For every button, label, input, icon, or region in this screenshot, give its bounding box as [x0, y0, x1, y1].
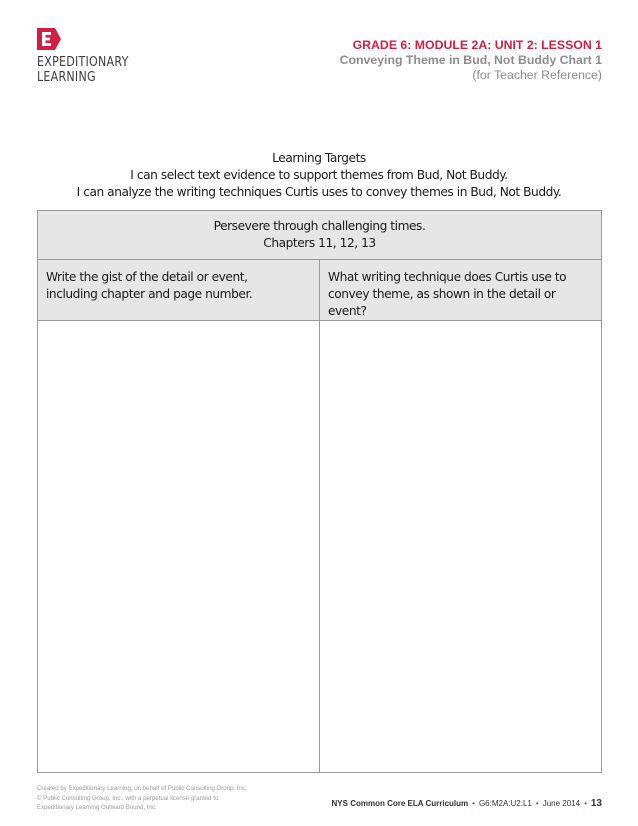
logo-line2: LEARNING [37, 69, 96, 85]
learning-targets-heading: Learning Targets [272, 151, 366, 165]
chapters-label: Chapters 11, 12, 13 [263, 236, 376, 250]
copyright-notice [37, 784, 277, 813]
logo-wordmark [37, 55, 135, 85]
copyright-line1: Created by Expeditionary Learning, on behalf of Public Consulting Group, Inc. [37, 785, 247, 792]
learning-target-1: I can select text evidence to support themes from Bud, Not Buddy. [130, 168, 508, 182]
column-header-gist-line1: Write the gist of the detail or event, [46, 270, 248, 284]
logo-line1: EXPEDITIONARY [37, 54, 129, 70]
page-footer [332, 798, 602, 809]
separator-dot: • [584, 799, 587, 808]
learning-target-2: I can analyze the writing techniques Curtis uses to convey themes in Bud, Not Buddy. [76, 185, 562, 199]
learning-targets [37, 150, 601, 201]
separator-dot: • [472, 799, 475, 808]
page-number: 13 [590, 798, 602, 809]
copyright-line3: Expeditionary Learning Outward Bound, Inc. [37, 804, 157, 811]
teacher-reference-note: (for Teacher Reference) [472, 68, 602, 82]
theme-header-cell [38, 211, 602, 260]
chart-title: Conveying Theme in Bud, Not Buddy Chart 1 [339, 53, 602, 67]
column-header-technique-line1: What writing technique does Curtis use to [328, 270, 567, 284]
copyright-line2: © Public Consulting Group, Inc., with a perpetual license granted to [37, 794, 219, 802]
theme-statement: Persevere through challenging times. [213, 219, 426, 233]
separator-dot: • [535, 799, 539, 808]
lesson-code: G6:M2A:U2:L1 [478, 799, 532, 808]
column-header-gist [38, 260, 320, 321]
lesson-header [340, 38, 602, 83]
curriculum-name: NYS Common Core ELA Curriculum [331, 799, 469, 808]
column-header-technique-line2: convey theme, as shown in the detail or event? [328, 287, 556, 318]
column-header-technique [320, 260, 602, 321]
logo-e-icon [37, 28, 61, 50]
publication-date: June 2014 [542, 799, 581, 808]
theme-chart-table [37, 210, 602, 773]
technique-answer-cell[interactable] [320, 321, 602, 773]
column-header-gist-line2: including chapter and page number. [46, 287, 253, 301]
gist-answer-cell[interactable] [38, 321, 320, 773]
grade-module-lesson: GRADE 6: MODULE 2A: UNIT 2: LESSON 1 [352, 38, 602, 52]
